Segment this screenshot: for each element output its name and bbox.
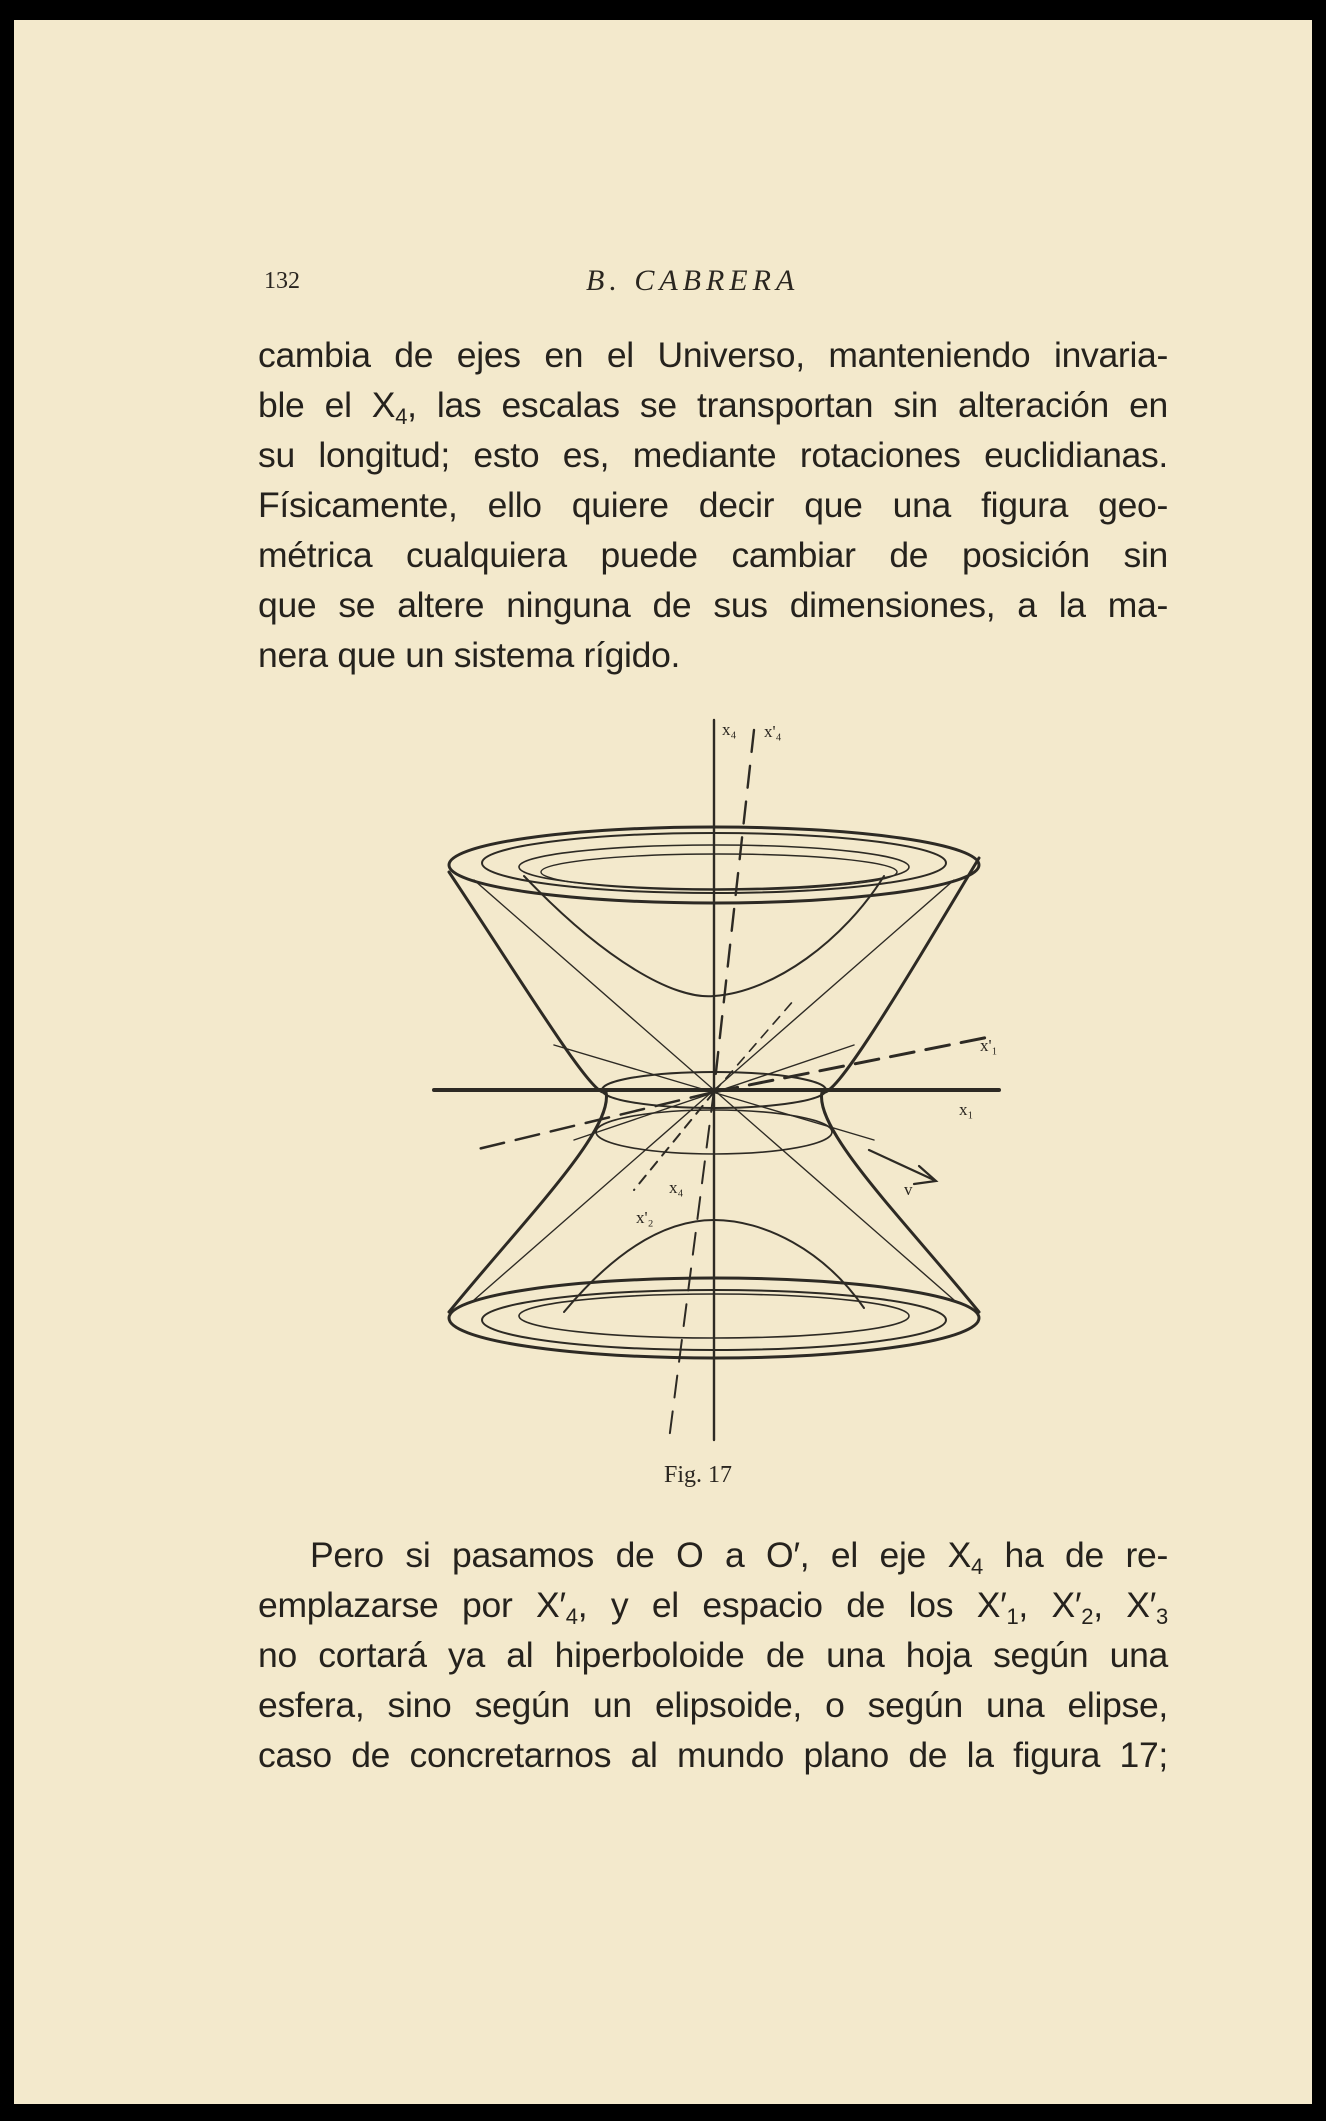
text-line: métrica cualquiera puede cambiar de posición sin: [258, 535, 1168, 575]
text-line: emplazarse por $X'_4$, y el espacio de los $X'_1$, $X'_2$, $X'_3$: [258, 1585, 1168, 1629]
text-line: no cortará ya al hiperboloide de una hoja según una: [258, 1635, 1168, 1675]
hyperboloid-drawing: [414, 700, 1014, 1480]
text-line: cambia de ejes en el Universo, manteniendo invaria-: [258, 335, 1168, 375]
text-line: caso de concretarnos al mundo plano de la figura 17;: [258, 1735, 1168, 1775]
label-x1-prime: x'₁: [980, 1036, 998, 1055]
text-line: nera que un sistema rígido.: [258, 635, 681, 675]
label-x4-prime: x'₄: [764, 722, 782, 741]
page-header: [264, 264, 884, 308]
paragraph-1: [258, 330, 1168, 680]
paragraph-2: [258, 1530, 1168, 1780]
label-x4: x₄: [722, 720, 737, 739]
label-v: v: [904, 1180, 913, 1199]
book-page: [14, 20, 1312, 2104]
label-x1: x₁: [959, 1100, 974, 1119]
text-line: ble el $X_4$, las escalas se transportan sin alteración en: [258, 385, 1168, 429]
running-head: B. CABRERA: [586, 264, 800, 297]
text-line: que se altere ninguna de sus dimensiones, a la ma-: [258, 585, 1168, 625]
label-x2-prime: x'₂: [636, 1208, 654, 1227]
text-line: Pero si pasamos de O a O′, el eje $X_4$ ha de re-: [310, 1535, 1168, 1579]
text-line: su longitud; esto es, mediante rotaciones euclidianas.: [258, 435, 1168, 475]
label-x4-lower: x₄: [669, 1178, 684, 1197]
text-line: esfera, sino según un elipsoide, o según una elipse,: [258, 1685, 1168, 1725]
figure-17-hyperboloid: [414, 700, 1014, 1480]
text-line: Físicamente, ello quiere decir que una figura geo-: [258, 485, 1168, 525]
page-number: 132: [264, 268, 300, 294]
figure-caption: Fig. 17: [664, 1462, 733, 1488]
